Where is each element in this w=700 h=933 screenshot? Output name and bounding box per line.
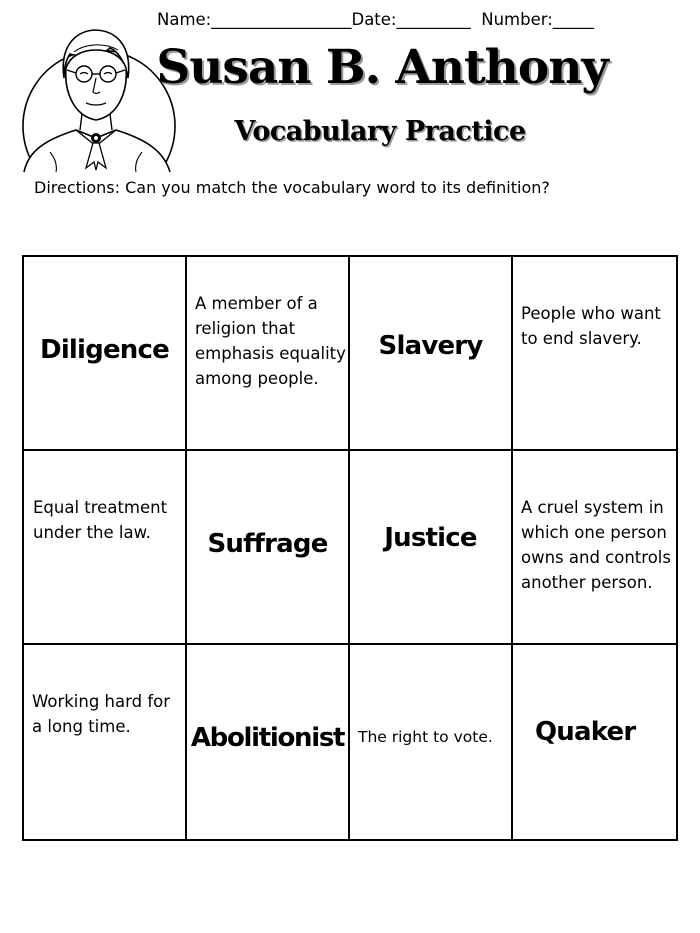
vocab-word: Justice xyxy=(384,523,477,553)
grid-cell-word[interactable] xyxy=(513,645,676,839)
vocabulary-grid xyxy=(22,255,678,841)
grid-cell-definition[interactable] xyxy=(187,257,350,451)
vocab-word: Quaker xyxy=(535,717,636,747)
grid-cell-definition[interactable] xyxy=(24,451,187,645)
vocab-definition: The right to vote. xyxy=(358,728,493,746)
vocab-definition: Equal treatment under the law. xyxy=(33,498,168,542)
grid-cell-definition[interactable] xyxy=(513,451,676,645)
grid-cell-word[interactable] xyxy=(350,451,513,645)
grid-cell-definition[interactable] xyxy=(350,645,513,839)
vocab-word: Abolitionist xyxy=(190,723,345,753)
grid-cell-word[interactable] xyxy=(187,645,350,839)
name-date-number-line: Name:_________________Date:_________ Number:_____ xyxy=(157,10,595,29)
vocab-word: Suffrage xyxy=(207,529,328,559)
vocab-word: Diligence xyxy=(40,335,169,365)
grid-cell-word[interactable] xyxy=(350,257,513,451)
vocab-definition: A cruel system in which one person owns and controls another person. xyxy=(521,498,671,592)
vocab-definition: People who want to end slavery. xyxy=(521,304,661,348)
grid-cell-definition[interactable] xyxy=(24,645,187,839)
grid-cell-word[interactable] xyxy=(24,257,187,451)
page-title: Susan B. Anthony xyxy=(156,40,608,95)
vocab-definition: Working hard for a long time. xyxy=(32,692,171,736)
directions-text: Directions: Can you match the vocabulary word to its definition? xyxy=(34,178,550,197)
page-subtitle: Vocabulary Practice xyxy=(234,116,526,147)
grid-cell-word[interactable] xyxy=(187,451,350,645)
grid-cell-definition[interactable] xyxy=(513,257,676,451)
vocab-definition: A member of a religion that emphasis equality among people. xyxy=(195,294,346,388)
vocab-word: Slavery xyxy=(378,331,483,361)
